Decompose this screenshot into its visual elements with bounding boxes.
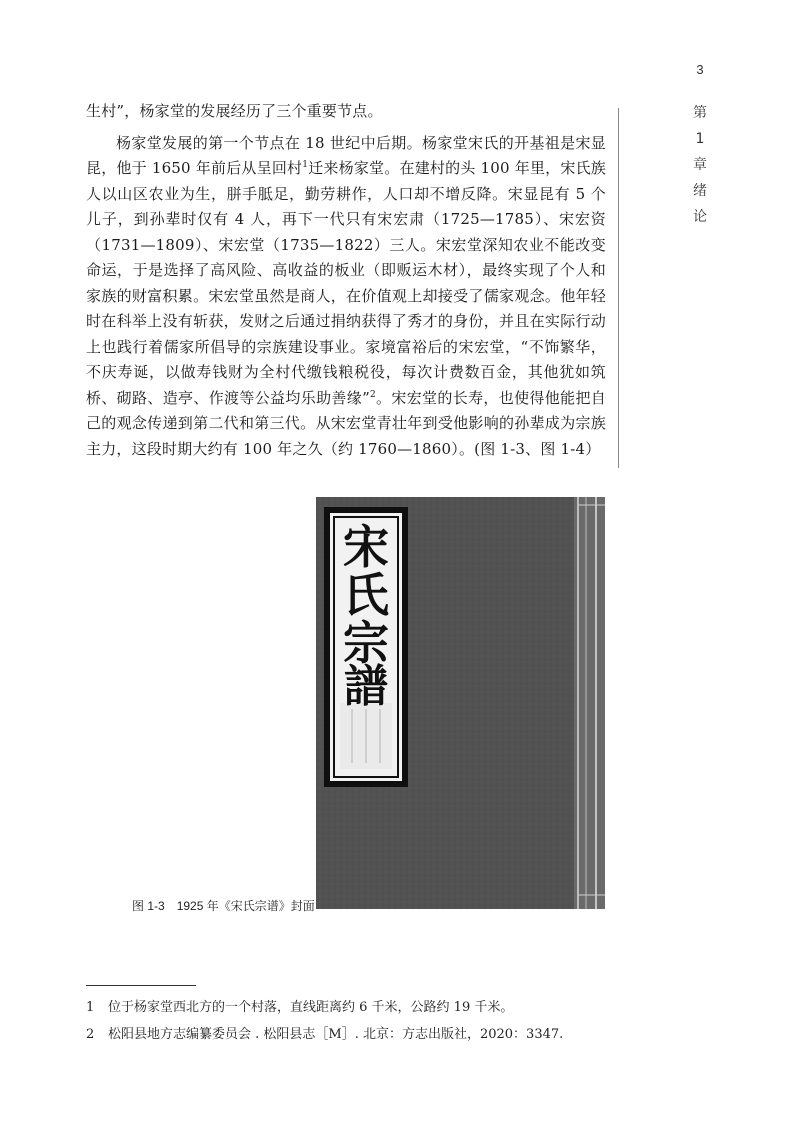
margin-rule [618, 108, 619, 468]
figure-caption [132, 897, 315, 914]
chapter-marker-char: 论 [693, 209, 707, 225]
footnotes [86, 994, 626, 1048]
title-char: 譜 [344, 661, 388, 712]
footnote [86, 1021, 626, 1048]
paragraph: 生村”，杨家堂的发展经历了三个重要节点。 [86, 102, 383, 120]
body-text [86, 99, 606, 462]
footnote-ref[interactable]: 2 [369, 389, 376, 400]
footnote-number: 1 [86, 1000, 95, 1015]
paragraph-text: 杨家堂发展的第一个节点在 18 世纪中后期。杨家堂宋氏的开基祖是宋显昆，他于 1650 年前后从呈回村 [86, 133, 606, 177]
chapter-marker-char: 绪 [693, 183, 707, 199]
title-char: 宗 [343, 616, 389, 670]
chapter-marker-char: 第 [693, 105, 707, 121]
page-number: 3 [696, 62, 704, 77]
paragraph [86, 131, 606, 463]
chapter-marker-char: 1 [695, 131, 705, 147]
footnote-ref[interactable]: 1 [302, 160, 309, 170]
genealogy-cover-photo [316, 497, 605, 909]
chapter-marker-char: 章 [693, 157, 707, 173]
footnote [86, 994, 626, 1021]
figure-caption-text: 1925 年《宋氏宗谱》封面 [176, 899, 315, 913]
paragraph-text: 迁来杨家堂。在建村的头 100 年里，宋氏族人以山区农业为生，胼手胝足，勤劳耕作，人口却不增反降。宋显昆有 5 个儿子，到孙辈时仅有 4 人，再下一代只有宋宏肃（1725—1785）、宋宏资（1731—1809）、宋宏堂（1735—1822）三人。宋宏堂深知农业不能改变命运，于是选择了高风险、高收益的板业（即贩运木材），最终实现了个人和家族的财富积累。宋宏堂虽然是商人，在价值观上却接受了儒家观念。他年轻时在科举上没有斩获，发财之后通过捐纳获得了秀才的身份，并且在实际行动上也践行着儒家所倡导的宗族建设事业。家境富裕后的宋宏堂，“不饰繁华，不庆寿诞，以做寿钱财为全村代缴钱粮税役，每次计费数百金，其他犹如筑桥、砌路、造亭、作渡等公益均乐助善缘” [86, 159, 606, 407]
chapter-marker [688, 100, 712, 230]
paragraph-text: 。宋宏堂的长寿，也使得他能把自己的观念传递到第二代和第三代。从宋宏堂青壮年到受他影响的孙辈成为宗族主力，这段时期大约有 100 年之久（约 1760—1860）。(图 1-3、图 1-4） [86, 388, 606, 458]
title-char: 氏 [343, 568, 389, 622]
footnote-text: 松阳县地方志编纂委员会 . 松阳县志［M］. 北京：方志出版社，2020：3347. [108, 1027, 564, 1042]
footnote-number: 2 [86, 1027, 95, 1042]
title-char: 宋 [343, 520, 389, 574]
figure-number: 图 1-3 [132, 899, 165, 913]
footnote-text: 位于杨家堂西北方的一个村落，直线距离约 6 千米，公路约 19 千米。 [108, 1000, 514, 1015]
footnote-divider [86, 985, 196, 986]
